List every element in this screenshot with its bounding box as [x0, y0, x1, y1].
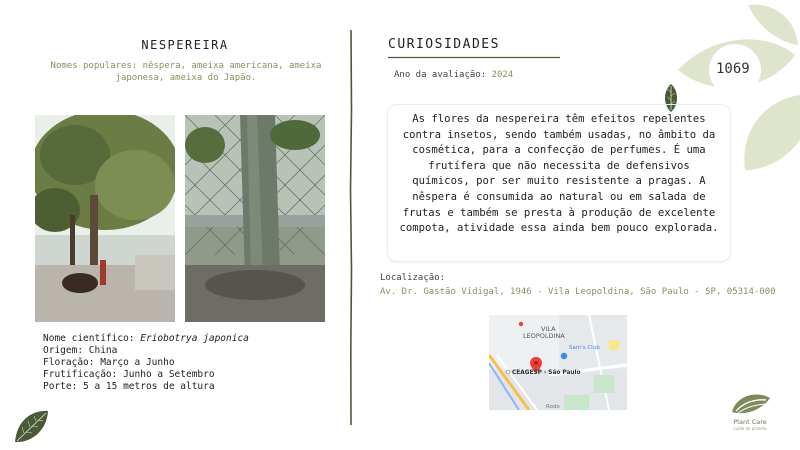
plant-facts	[43, 333, 249, 393]
brand-tagline: cuide do planeta	[733, 426, 767, 431]
map-label-vila: VILA	[541, 325, 556, 333]
plant-title: NESPEREIRA	[141, 38, 229, 52]
curiosity-text: As flores da nespereira têm efeitos repelentes contra insetos, sendo também usadas, no âmbito da cosmética, para a confecção de perfumes. É uma frutífera que não necessita de defensivos químicos, por ser muito resistente a pragas. A nêspera é consumida ao natural ou em salada de frutas e também se presta à produção de excelente compota, atividade essa ainda bem pouco explorada.	[399, 113, 719, 235]
fact-flowering: Floração: Março a Junho	[43, 357, 175, 368]
leaf-top-shape	[748, 5, 798, 45]
corner-leaf-icon	[12, 408, 52, 446]
leaf-bottom-shape	[744, 95, 800, 170]
map-label-leopoldina: LEOPOLDINA	[523, 332, 565, 340]
brand-name: Plant Care	[733, 418, 767, 426]
fact-fruiting: Frutificação: Junho a Setembro	[43, 369, 215, 380]
scientific-value: Eriobotrya japonica	[140, 333, 249, 344]
map-label-store: Sam's Club	[569, 345, 600, 351]
popular-names: Nomes populares: nêspera, ameixa americana, ameixa japonesa, ameixa do Japão.	[50, 61, 322, 83]
location-address[interactable]: Av. Dr. Gastão Vidigal, 1946 - Vila Leopoldina, São Paulo - SP, 05314-000	[380, 287, 776, 297]
location-label: Localização:	[380, 273, 446, 283]
tree-number-badge: 1069	[716, 61, 750, 77]
title-underline	[388, 56, 560, 59]
scientific-label: Nome científico:	[43, 333, 141, 344]
brand-logo-icon	[728, 392, 772, 416]
year-value: 2024	[491, 70, 514, 80]
curiosity-card	[387, 104, 731, 262]
location-map[interactable]	[489, 315, 627, 410]
tree-photo	[35, 115, 175, 322]
trunk-photo	[185, 115, 325, 322]
year-label: Ano da avaliação:	[394, 70, 492, 80]
fact-scientific-name	[43, 333, 249, 345]
map-label-road: Rodo	[546, 404, 560, 410]
fact-size: Porte: 5 a 15 metros de altura	[43, 381, 215, 392]
curiosities-title: CURIOSIDADES	[388, 37, 500, 52]
map-label-ceagesp: CEAGESP - São Paulo	[512, 370, 581, 376]
fact-origin: Origem: China	[43, 345, 118, 356]
evaluation-year	[394, 70, 513, 80]
vertical-divider	[348, 30, 354, 425]
